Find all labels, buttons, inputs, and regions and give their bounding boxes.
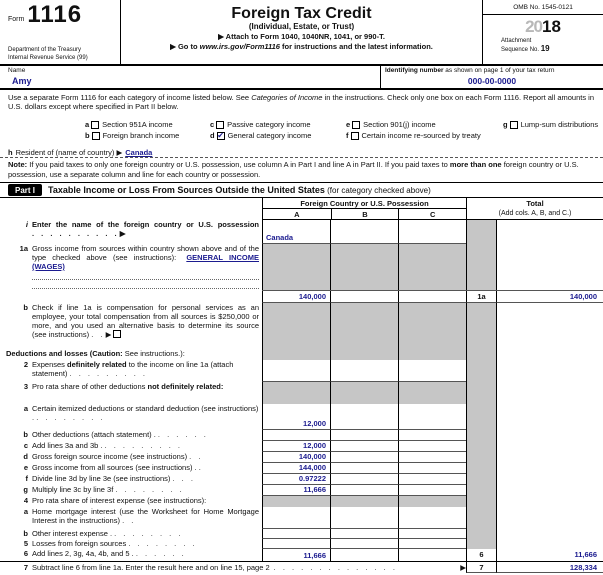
line-i-arrow-icon: ▶ [119, 229, 126, 238]
part1-title: Taxable Income or Loss From Sources Outside the United States (for category checked above) [48, 185, 431, 195]
agency-line2: Internal Revenue Service (99) [8, 54, 88, 61]
note-paragraph: Note: If you paid taxes to only one foreign country or U.S. possession, use column A in Part I and line A in Part II. If you paid taxes to more than one foreign country or U.S. possession, use a separate column and line for each country or possession. [0, 158, 603, 183]
line3b-colB-amount[interactable] [330, 430, 398, 441]
line-i-label: Enter the name of the foreign country or U.S. possession . . . . . . . . . . ▶ [32, 220, 259, 238]
line7-line-number: 7 [466, 562, 496, 573]
country-name-colA[interactable]: Canada [262, 220, 330, 244]
row-3d-gross-foreign [0, 452, 603, 463]
deductions-header-row [0, 349, 603, 360]
table-header [0, 198, 603, 220]
line3g-colB-amount[interactable] [330, 485, 398, 496]
line-4a-number: a [23, 507, 28, 516]
line-3b-label: Other deductions (attach statement) . . . . . . . [32, 430, 207, 439]
row-7-subtract: 7 Subtract line 6 from line 1a. Enter the result here and on line 15, page 2 . . . . . . . . . . . . . . ▶ 7 128,334 [0, 561, 603, 573]
category-label-d: General category income [227, 131, 312, 140]
line4b-colA-amount[interactable] [262, 529, 330, 539]
line-3d-label: Gross foreign source income (see instructions) . . [32, 452, 202, 461]
irs-url: www.irs.gov/Form1116 [199, 41, 280, 51]
line-4-label: Pro rata share of interest expense (see instructions): [32, 496, 207, 505]
category-label-a: Section 951A income [102, 120, 173, 129]
line3d-colB-amount[interactable] [330, 452, 398, 463]
row-4a-home-mortgage [0, 507, 603, 529]
category-label-e: Section 901(j) income [363, 120, 436, 129]
line-1b-number: b [23, 303, 28, 312]
line-3g-label: Multiply line 3c by line 3f . . . . . . . . [32, 485, 183, 494]
row-3a-itemized [0, 404, 603, 430]
line-4b-label: Other interest expense . . . . . . . . . [32, 529, 182, 538]
line-1b-arrow-icon: ▶ [105, 330, 112, 339]
line3c-colA-amount[interactable]: 12,000 [262, 441, 330, 452]
write-line[interactable] [32, 271, 259, 280]
line-3g-number: g [23, 485, 28, 494]
line5-colB-amount[interactable] [330, 539, 398, 549]
line-6-number: 6 [23, 549, 28, 558]
line1a-total: 140,000 [496, 291, 603, 303]
attachment-label: Attachment [501, 38, 532, 44]
line3d-colC-amount[interactable] [398, 452, 466, 463]
column-a-header: A [294, 210, 300, 219]
line3a-colB-amount[interactable] [330, 404, 398, 430]
category-label-c: Passive category income [227, 120, 311, 129]
line-7-arrow-icon: ▶ [460, 563, 466, 572]
line3g-colA-amount[interactable]: 11,666 [262, 485, 330, 496]
line3e-colA-amount[interactable]: 144,000 [262, 463, 330, 474]
line-4a-label: Home mortgage interest (use the Worksheet for Home Mortgage Interest in the instructions) . . [32, 507, 259, 525]
line6-line-number: 6 [466, 549, 496, 561]
category-checkbox-g[interactable] [510, 121, 518, 129]
row-country-name [0, 220, 603, 244]
total-column-header: Total (Add cols. A, B, and C.) [466, 198, 603, 220]
line-3-number: 3 [23, 382, 28, 391]
country-name-colB[interactable] [330, 220, 398, 244]
form-title-block [120, 0, 482, 64]
category-b: b Foreign branch income [85, 131, 180, 140]
country-name-colC[interactable] [398, 220, 466, 244]
category-label-g: Lump-sum distributions [520, 120, 599, 129]
row-3e-gross-all [0, 463, 603, 474]
row-5-losses [0, 539, 603, 549]
form-subtitle: (Individual, Estate, or Trust) [248, 22, 355, 31]
row-4-interest [0, 496, 603, 507]
line-1a-label: Gross income from sources within country shown above and of the type checked above (see instructions): GENERAL INCOME (WAGES) [32, 244, 262, 303]
line7-total: 128,334 [496, 562, 603, 573]
column-c-header: C [398, 209, 466, 219]
line1a-line-number: 1a [466, 291, 496, 303]
identifying-number-label: Identifying number as shown on page 1 of your tax return [385, 67, 555, 74]
line-5-label: Losses from foreign sources . . . . . . . . [32, 539, 196, 548]
line3e-colB-amount[interactable] [330, 463, 398, 474]
line4a-colC-amount[interactable] [398, 507, 466, 529]
line-6-label: Add lines 2, 3g, 4a, 4b, and 5 . . . . . . . [32, 549, 185, 558]
line2-colC-amount[interactable] [398, 360, 466, 382]
line4a-colA-amount[interactable] [262, 507, 330, 529]
row-3c-add [0, 441, 603, 452]
line2-colA-amount[interactable] [262, 360, 330, 382]
agency-line1: Department of the Treasury [8, 47, 82, 53]
resident-label: Resident of (name of country) ▶ [15, 147, 123, 157]
intro-paragraph: Use a separate Form 1116 for each category of income listed below. See Categories of Income in the instructions. Check only one box on each Form 1116. Report all amounts in U.S. dollars except where specified in Part II below. [8, 93, 595, 111]
resident-letter: h [8, 147, 13, 157]
category-checkbox-a[interactable] [91, 121, 99, 129]
line3a-colA-amount[interactable]: 12,000 [262, 404, 330, 430]
category-checkbox-b[interactable] [92, 132, 100, 140]
line6-colB-amount[interactable] [330, 549, 398, 561]
row-2-expenses [0, 360, 603, 382]
line-1b-checkbox[interactable] [113, 330, 121, 338]
line-3e-label: Gross income from all sources (see instructions) . . [32, 463, 202, 472]
row-3f-divide [0, 474, 603, 485]
category-g: g Lump-sum distributions [503, 120, 599, 129]
line3f-colA-amount[interactable]: 0.97222 [262, 474, 330, 485]
form-header [0, 0, 603, 66]
identity-row [0, 66, 603, 90]
line1a-colA-amount[interactable]: 140,000 [262, 291, 330, 303]
name-field[interactable]: Amy [12, 76, 32, 86]
category-checkbox-f[interactable] [351, 132, 359, 140]
column-b-header: B [331, 209, 399, 219]
category-a: a Section 951A income [85, 120, 173, 129]
form-number: 1116 [27, 1, 83, 28]
name-label: Name [8, 67, 26, 74]
line-7-label: Subtract line 6 from line 1a. Enter the result here and on line 15, page 2 [32, 563, 270, 572]
row-1b-compensation [0, 303, 603, 349]
line-3c-number: c [23, 441, 28, 450]
line5-colC-amount[interactable] [398, 539, 466, 549]
line-4b-number: b [23, 529, 28, 538]
line4b-colB-amount[interactable] [330, 529, 398, 539]
line3g-colC-amount[interactable] [398, 485, 466, 496]
line-3a-label: Certain itemized deductions or standard deduction (see instructions) . . . . . . . . . [32, 404, 259, 422]
deductions-header-label: Deductions and losses (Caution: See instructions.): [6, 349, 185, 358]
write-line[interactable] [32, 280, 259, 289]
category-c: c Passive category income [210, 120, 311, 129]
line-3d-number: d [23, 452, 28, 461]
line6-total: 11,666 [496, 549, 603, 561]
form-number-block [0, 0, 120, 64]
line3b-colC-amount[interactable] [398, 430, 466, 441]
column-group-header: Foreign Country or U.S. Possession [263, 198, 466, 209]
line3c-colC-amount[interactable] [398, 441, 466, 452]
line3c-colB-amount[interactable] [330, 441, 398, 452]
income-type-field[interactable]: GENERAL INCOME (WAGES) [32, 253, 259, 271]
row-1a-gross-income [0, 244, 603, 303]
omb-year-block [482, 0, 603, 64]
line-2-label: Expenses definitely related to the income on line 1a (attach statement) . . . . . . . . . [32, 360, 234, 378]
line3d-colA-amount[interactable]: 140,000 [262, 452, 330, 463]
category-label-b: Foreign branch income [102, 131, 180, 140]
line-i-number: i [25, 220, 28, 229]
resident-country-row [0, 145, 603, 158]
line-3e-number: e [23, 463, 28, 472]
line-3f-number: f [25, 474, 28, 483]
line1a-colC-amount[interactable] [398, 291, 466, 303]
line2-colB-amount[interactable] [330, 360, 398, 382]
category-d: d ✔ General category income [210, 130, 312, 140]
sequence-number: Sequence No. 19 [501, 44, 550, 53]
form-title: Foreign Tax Credit [231, 5, 372, 22]
line4b-colC-amount[interactable] [398, 529, 466, 539]
row-3-prorata [0, 382, 603, 404]
line-7-number: 7 [23, 563, 28, 572]
category-checkbox-d[interactable]: ✔ [217, 130, 224, 140]
identifying-number-field[interactable]: 000-00-0000 [467, 76, 517, 86]
category-checkbox-e[interactable] [352, 121, 360, 129]
part1-header [0, 183, 603, 198]
line1a-colB-amount[interactable] [330, 291, 398, 303]
line3f-colB-amount[interactable] [330, 474, 398, 485]
line-3a-number: a [23, 404, 28, 413]
line-2-number: 2 [23, 360, 28, 369]
resident-country-field[interactable]: Canada [125, 147, 153, 157]
row-4b-other-interest [0, 529, 603, 539]
line-4-number: 4 [23, 496, 28, 505]
row-6-add [0, 549, 603, 561]
line4a-colB-amount[interactable] [330, 507, 398, 529]
line-5-number: 5 [23, 539, 28, 548]
line-1a-number: 1a [19, 244, 28, 253]
line-1b-label: Check if line 1a is compensation for personal services as an employee, your total compensation from all sources is $250,000 or more, and you used an alternative basis to determine its source (see instructions) . . ▶ [32, 303, 259, 339]
line6-colA-amount[interactable]: 11,666 [262, 549, 330, 561]
category-checkbox-c[interactable] [216, 121, 224, 129]
row-3g-multiply [0, 485, 603, 496]
line3e-colC-amount[interactable] [398, 463, 466, 474]
category-checkboxes [0, 115, 603, 145]
part1-badge: Part I [8, 184, 42, 196]
line-3c-label: Add lines 3a and 3b . . . . . . . . . . [32, 441, 182, 450]
goto-instruction: ▶ Go to www.irs.gov/Form1116 for instructions and the latest information. [170, 41, 433, 51]
line3b-colA-amount[interactable] [262, 430, 330, 441]
form-word: Form [8, 16, 25, 23]
tax-year: 2018 [525, 17, 561, 36]
line3f-colC-amount[interactable] [398, 474, 466, 485]
category-label-f: Certain income re-sourced by treaty [361, 131, 481, 140]
category-f: f Certain income re-sourced by treaty [346, 131, 481, 140]
line6-colC-amount[interactable] [398, 549, 466, 561]
row-3b-other-deductions [0, 430, 603, 441]
category-e: e Section 901(j) income [346, 120, 436, 129]
omb-number: OMB No. 1545-0121 [483, 0, 603, 15]
line5-colA-amount[interactable] [262, 539, 330, 549]
line3a-colC-amount[interactable] [398, 404, 466, 430]
line-3-label: Pro rata share of other deductions not definitely related: [32, 382, 224, 391]
line-3b-number: b [23, 430, 28, 439]
line-3f-label: Divide line 3d by line 3e (see instructions) . . . [32, 474, 194, 483]
attach-instruction: ▶ Attach to Form 1040, 1040NR, 1041, or 990-T. [218, 32, 385, 41]
